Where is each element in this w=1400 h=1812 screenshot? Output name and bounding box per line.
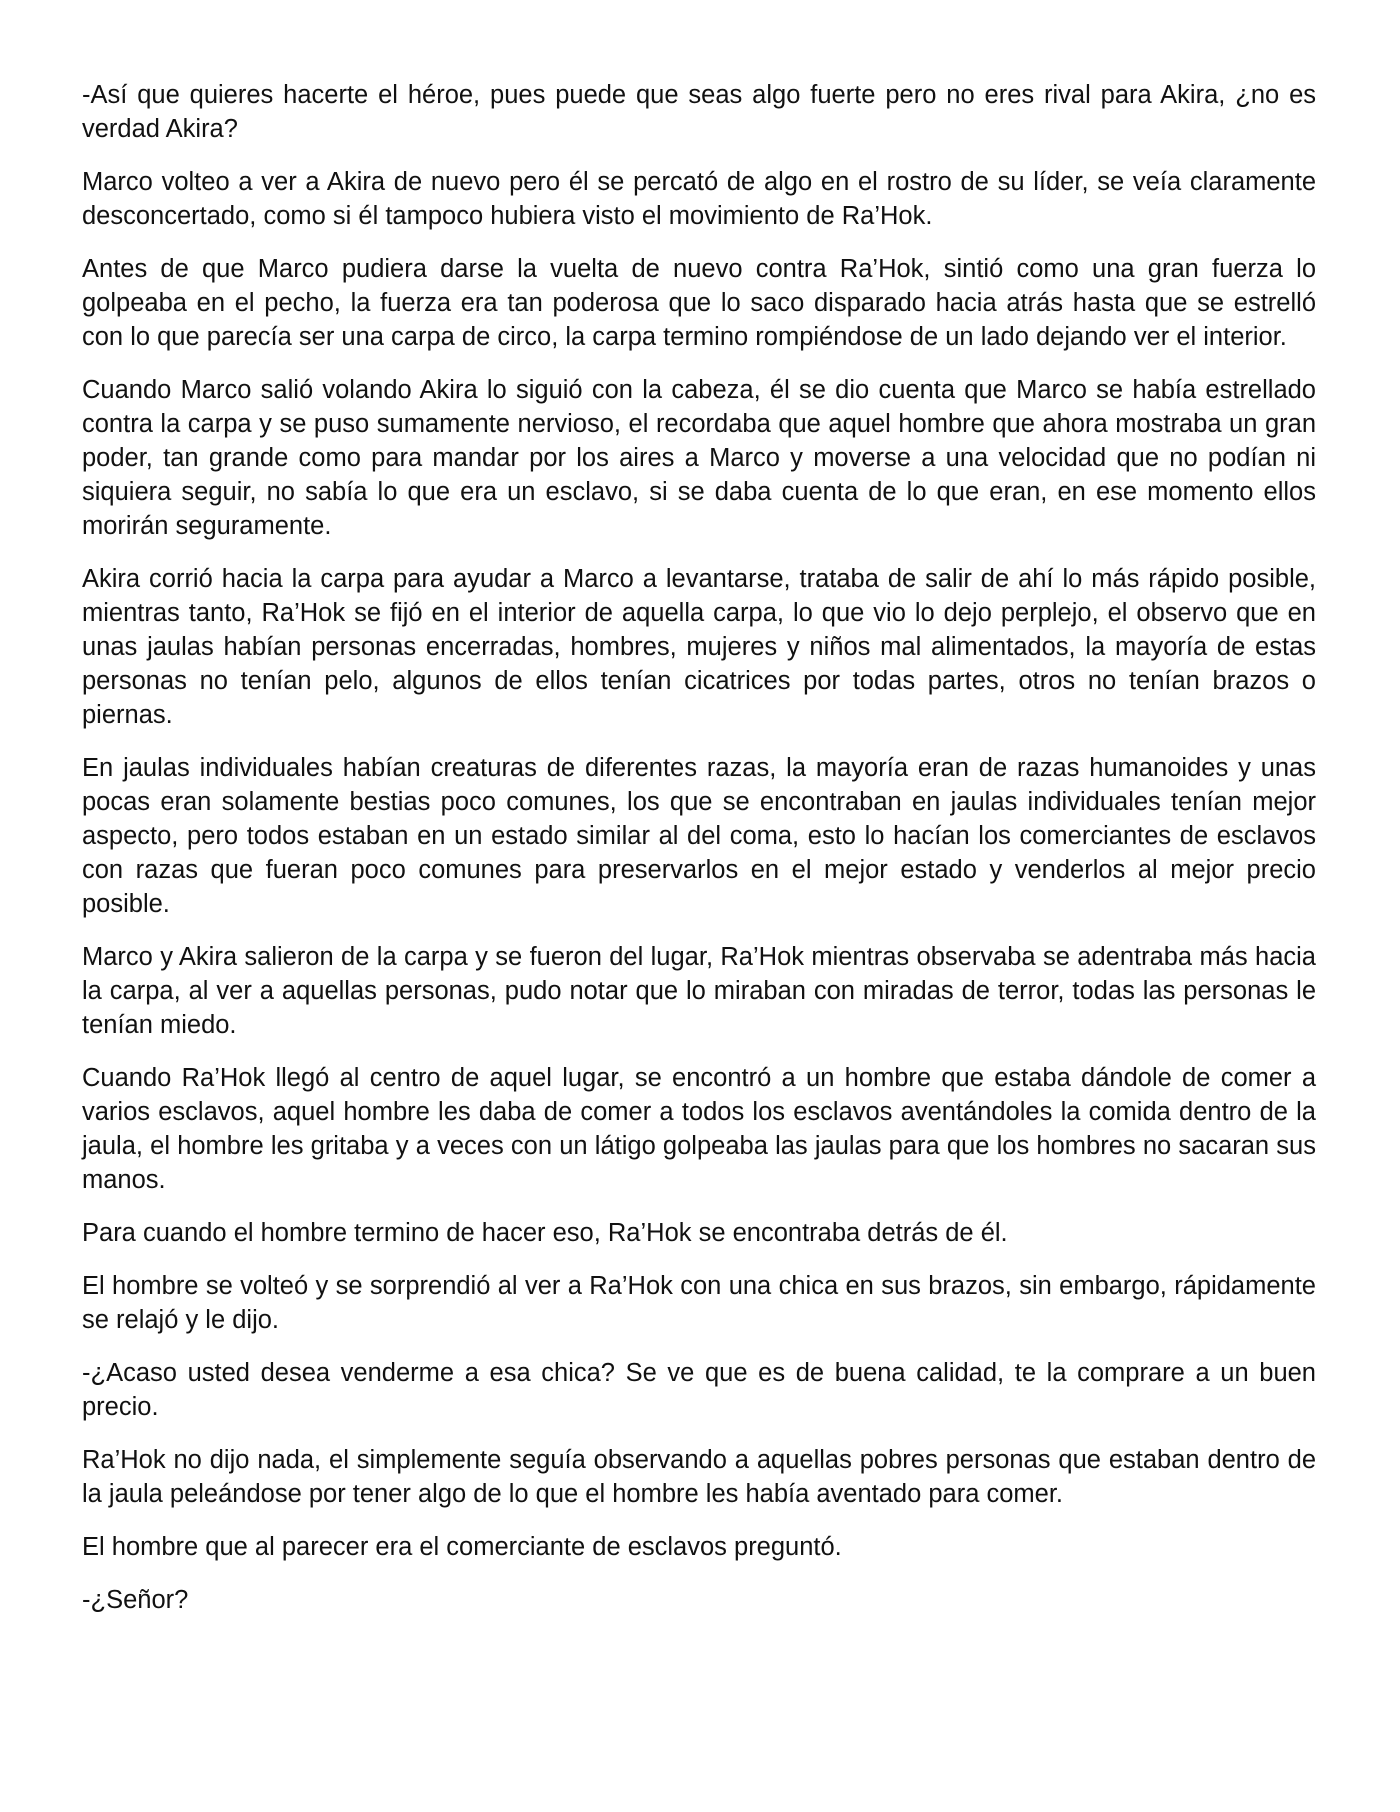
dialogue-paragraph: -¿Acaso usted desea venderme a esa chica? Se ve que es de buena calidad, te la comprare a un buen precio. — [82, 1359, 1316, 1421]
dialogue-paragraph: -¿Señor? — [82, 1586, 189, 1614]
paragraph: Cuando Ra’Hok llegó al centro de aquel lugar, se encontró a un hombre que estaba dándole de comer a varios esclavos, aquel hombre les daba de comer a todos los esclavos aventándoles la comida dentro de la jaula, el hombre les gritaba y a veces con un látigo golpeaba las jaulas para que los hombres no sacaran sus manos. — [82, 1064, 1316, 1194]
paragraph: El hombre que al parecer era el comerciante de esclavos preguntó. — [82, 1533, 842, 1561]
paragraph: Ra’Hok no dijo nada, el simplemente seguía observando a aquellas pobres personas que estaban dentro de la jaula peleándose por tener algo de lo que el hombre les había aventado para comer. — [82, 1446, 1316, 1508]
document-page — [82, 78, 1316, 1636]
paragraph: Marco y Akira salieron de la carpa y se fueron del lugar, Ra’Hok mientras observaba se adentraba más hacia la carpa, al ver a aquellas personas, pudo notar que lo miraban con miradas de terror, todas las personas le tenían miedo. — [82, 943, 1316, 1039]
paragraph: Para cuando el hombre termino de hacer eso, Ra’Hok se encontraba detrás de él. — [82, 1219, 1008, 1247]
paragraph: -Así que quieres hacerte el héroe, pues puede que seas algo fuerte pero no eres rival para Akira, ¿no es verdad Akira? — [82, 81, 1316, 143]
paragraph: Cuando Marco salió volando Akira lo siguió con la cabeza, él se dio cuenta que Marco se había estrellado contra la carpa y se puso sumamente nervioso, el recordaba que aquel hombre que ahora mostraba un gran poder, tan grande como para mandar por los aires a Marco y moverse a una velocidad que no podían ni siquiera seguir, no sabía lo que era un esclavo, si se daba cuenta de lo que eran, en ese momento ellos morirán seguramente. — [82, 376, 1316, 540]
paragraph: Antes de que Marco pudiera darse la vuelta de nuevo contra Ra’Hok, sintió como una gran fuerza lo golpeaba en el pecho, la fuerza era tan poderosa que lo saco disparado hacia atrás hasta que se estrelló con lo que parecía ser una carpa de circo, la carpa termino rompiéndose de un lado dejando ver el interior. — [82, 255, 1316, 351]
paragraph: Marco volteo a ver a Akira de nuevo pero él se percató de algo en el rostro de su líder, se veía claramente desconcertado, como si él tampoco hubiera visto el movimiento de Ra’Hok. — [82, 168, 1316, 230]
paragraph: En jaulas individuales habían creaturas de diferentes razas, la mayoría eran de razas humanoides y unas pocas eran solamente bestias poco comunes, los que se encontraban en jaulas individuales tenían mejor aspecto, pero todos estaban en un estado similar al del coma, esto lo hacían los comerciantes de esclavos con razas que fueran poco comunes para preservarlos en el mejor estado y venderlos al mejor precio posible. — [82, 754, 1316, 918]
paragraph: El hombre se volteó y se sorprendió al ver a Ra’Hok con una chica en sus brazos, sin embargo, rápidamente se relajó y le dijo. — [82, 1272, 1316, 1334]
paragraph: Akira corrió hacia la carpa para ayudar a Marco a levantarse, trataba de salir de ahí lo más rápido posible, mientras tanto, Ra’Hok se fijó en el interior de aquella carpa, lo que vio lo dejo perplejo, el observo que en unas jaulas habían personas encerradas, hombres, mujeres y niños mal alimentados, la mayoría de estas personas no tenían pelo, algunos de ellos tenían cicatrices por todas partes, otros no tenían brazos o piernas. — [82, 565, 1316, 729]
